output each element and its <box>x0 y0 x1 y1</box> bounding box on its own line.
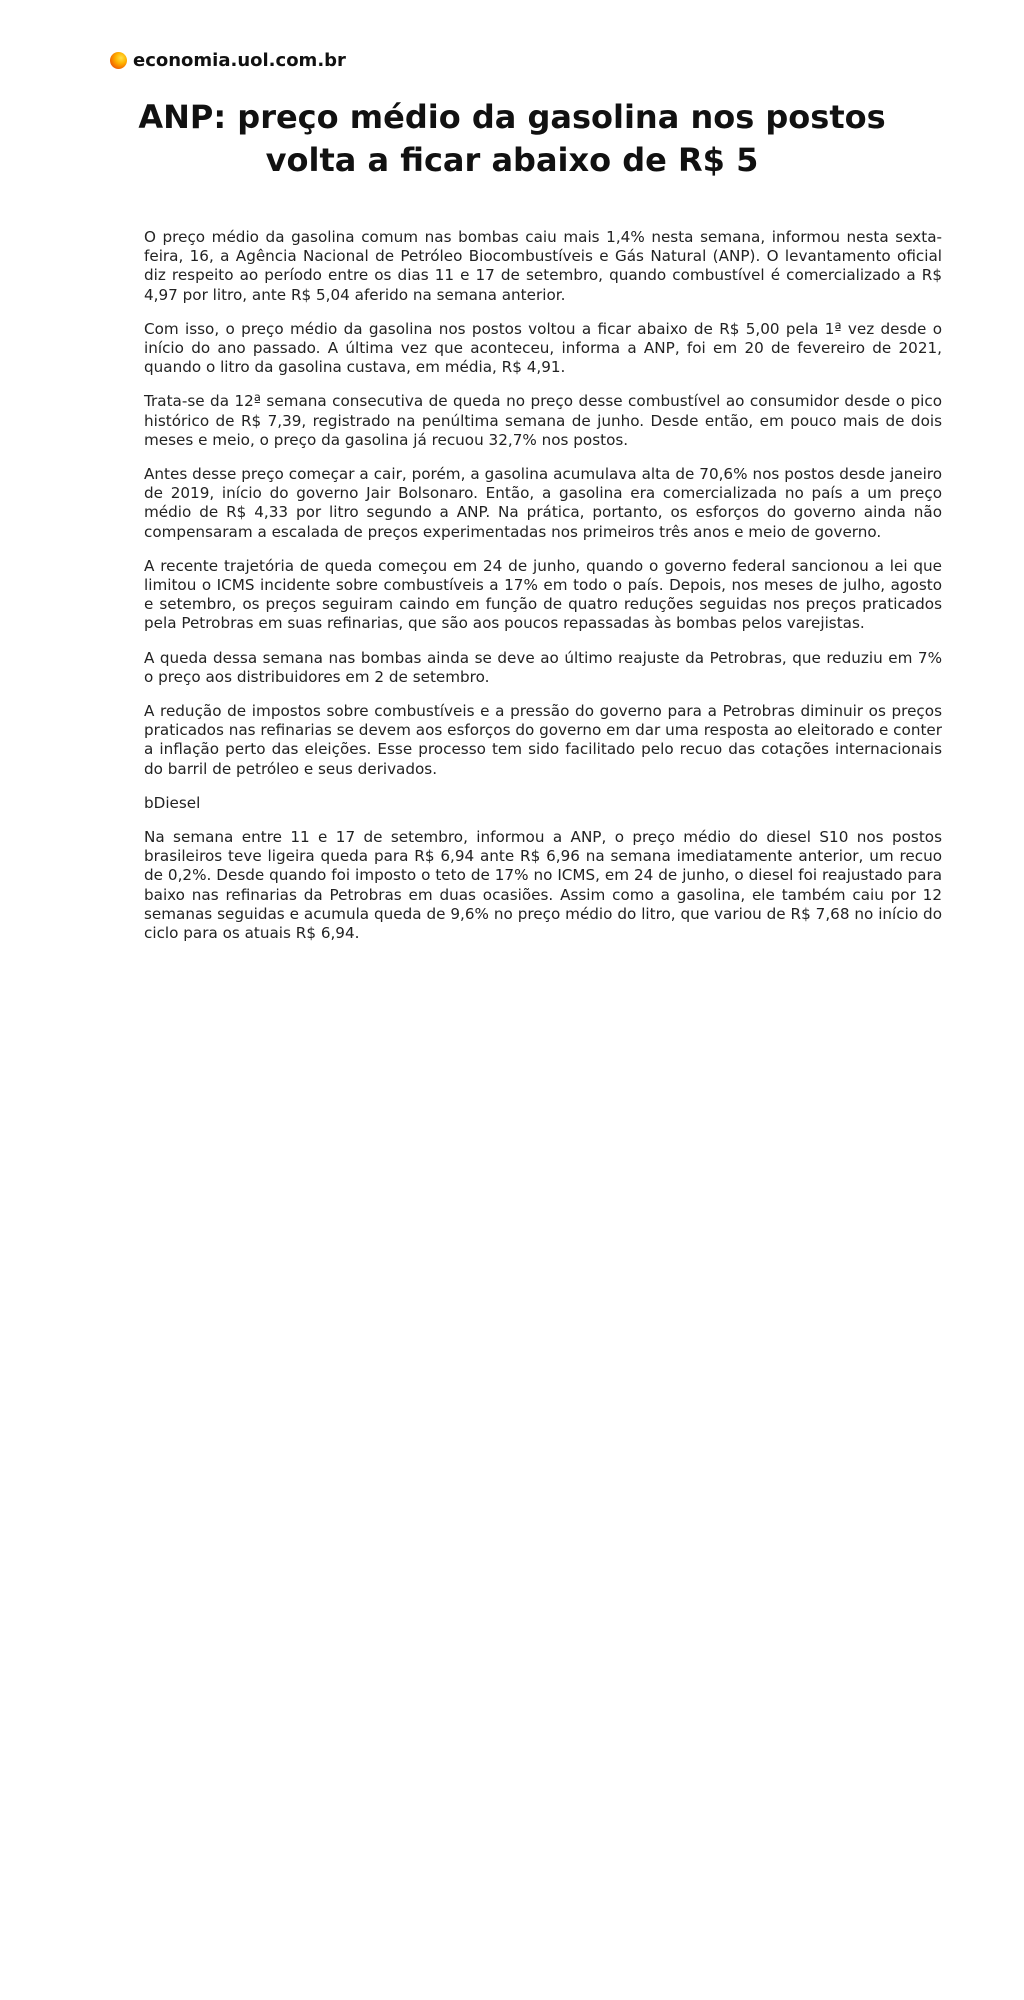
article-body <box>144 228 942 958</box>
article-subheading: bDiesel <box>144 793 201 812</box>
article-paragraph-1: O preço médio da gasolina comum nas bombas caiu mais 1,4% nesta semana, informou nesta sexta-feira, 16, a Agência Nacional de Petróleo Biocombustíveis e Gás Natural (ANP). O levantamento oficial diz respeito ao período entre os dias 11 e 17 de setembro, quando combustível é comercializado a R$ 4,97 por litro, ante R$ 5,04 aferido na semana anterior. <box>144 228 942 304</box>
article-paragraph-3: Trata-se da 12ª semana consecutiva de queda no preço desse combustível ao consumidor desde o pico histórico de R$ 7,39, registrado na penúltima semana de junho. Desde então, em pouco mais de dois meses e meio, o preço da gasolina já recuou 32,7% nos postos. <box>144 392 942 449</box>
site-domain[interactable]: economia.uol.com.br <box>133 50 346 71</box>
article-paragraph-7: A redução de impostos sobre combustíveis e a pressão do governo para a Petrobras diminuir os preços praticados nas refinarias se devem aos esforços do governo em dar uma resposta ao eleitorado e conter a inflação perto das eleições. Esse processo tem sido facilitado pelo recuo das cotações internacionais do barril de petróleo e seus derivados. <box>144 702 942 778</box>
article-paragraph-6: A queda dessa semana nas bombas ainda se deve ao último reajuste da Petrobras, que reduziu em 7% o preço aos distribuidores em 2 de setembro. <box>144 648 942 686</box>
article-paragraph-5: A recente trajetória de queda começou em 24 de junho, quando o governo federal sancionou a lei que limitou o ICMS incidente sobre combustíveis a 17% em todo o país. Depois, nos meses de julho, agosto e setembro, os preços seguiram caindo em função de quatro reduções seguidas nos preços praticados pela Petrobras em suas refinarias, que são aos poucos repassadas às bombas pelos varejistas. <box>144 556 942 633</box>
article-paragraph-4: Antes desse preço começar a cair, porém, a gasolina acumulava alta de 70,6% nos postos desde janeiro de 2019, início do governo Jair Bolsonaro. Então, a gasolina era comercializada no país a um preço médio de R$ 4,33 por litro segundo a ANP. Na prática, portanto, os esforços do governo ainda não compensaram a escalada de preços experimentadas nos primeiros três anos e meio de governo. <box>144 465 942 541</box>
article-title: ANP: preço médio da gasolina nos postos volta a ficar abaixo de R$ 5 <box>138 98 886 179</box>
uol-logo-icon[interactable] <box>110 52 127 69</box>
article-paragraph-2: Com isso, o preço médio da gasolina nos postos voltou a ficar abaixo de R$ 5,00 pela 1ª vez desde o início do ano passado. A última vez que aconteceu, informa a ANP, foi em 20 de fevereiro de 2021, quando o litro da gasolina custava, em média, R$ 4,91. <box>144 319 942 377</box>
article-paragraph-8: Na semana entre 11 e 17 de setembro, informou a ANP, o preço médio do diesel S10 nos postos brasileiros teve ligeira queda para R$ 6,94 ante R$ 6,96 na semana imediatamente anterior, um recuo de 0,2%. Desde quando foi imposto o teto de 17% no ICMS, em 24 de junho, o diesel foi reajustado para baixo nas refinarias da Petrobras em duas ocasiões. Assim como a gasolina, ele também caiu por 12 semanas seguidas e acumula queda de 9,6% no preço médio do litro, que variou de R$ 7,68 no início do ciclo para os atuais R$ 6,94. <box>144 828 942 943</box>
site-header <box>110 50 346 71</box>
